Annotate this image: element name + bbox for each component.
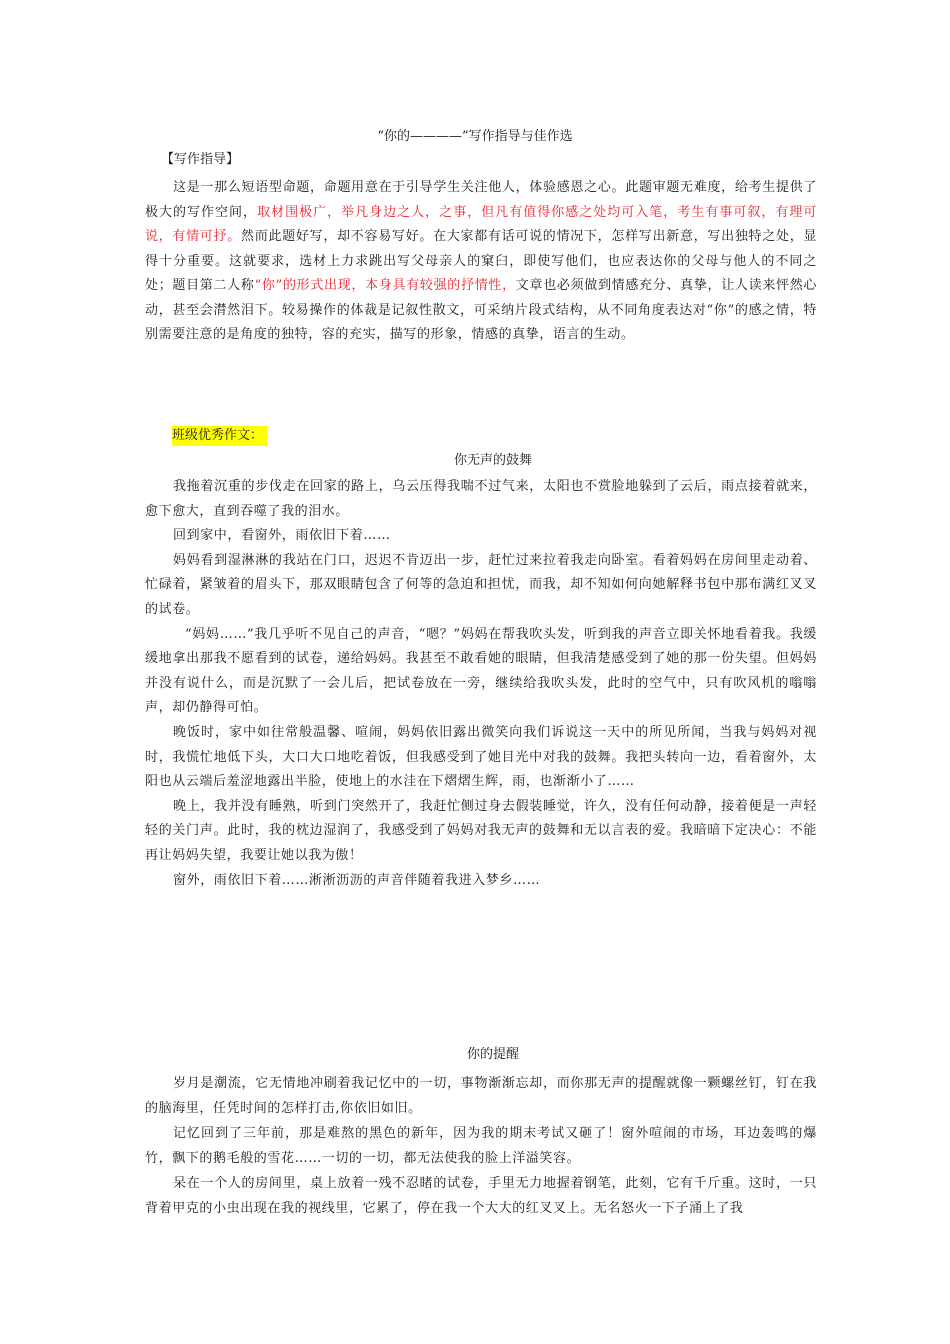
- essay-2-title: 你的提醒: [466, 1047, 519, 1062]
- writing-guide-body: [145, 176, 817, 348]
- document-title: “你的————”写作指导与佳作选: [377, 129, 573, 144]
- essay-1-title: 你无声的鼓舞: [453, 453, 532, 468]
- guide-emphasis-1: 取材围极广，举凡身边之人，之事，但凡有值得你感之处均可入笔，考生有事可叙，有理可说，有情可抒。: [145, 204, 817, 244]
- writing-guide-label: 【写作指导】: [161, 152, 240, 167]
- essay-2-body: [145, 1071, 817, 1221]
- guide-text-3: 然而此题好写，却不容易写好。在大家都有话可说的情况下，怎样写出新意，写出独特之处，显得十分重要。这就要求，选材上力求跳出写父母亲人的窠臼，即使写他们，也应表达你的父母与他人的不同之处；题目第二人称: [145, 229, 818, 293]
- essay-2-paragraph: 岁月是潮流，它无情地冲刷着我记忆中的一切，事物渐渐忘却，而你那无声的提醒就像一颗螺丝钉，钉在我的脑海里，任凭时间的怎样打击,你依旧如旧。: [145, 1076, 817, 1116]
- essay-1-body: [145, 475, 817, 893]
- essay-1-paragraph: 我拖着沉重的步伐走在回家的路上，乌云压得我喘不过气来，太阳也不赏脸地躲到了云后，雨点接着就来，愈下愈大，直到吞噬了我的泪水。: [145, 479, 817, 519]
- guide-text-5: 文章也必须做到情感充分、真挚，让人读来怦然心动，甚至会潸然泪下。较易操作的体裁是记叙性散文，可采纳片段式结构，从不同角度表达对“你”的感之情，特别需要注意的是角度的独特，容的充实，描写的形象，情感的真挚，语言的生动。: [145, 278, 818, 342]
- guide-emphasis-2: “你”的形式出现，本身具有较强的抒情性，: [254, 278, 516, 293]
- essay-1-paragraph: 晚饭时，家中如往常般温馨、喧闹，妈妈依旧露出微笑向我们诉说这一天中的所见所闻，当我与妈妈对视时，我慌忙地低下头，大口大口地吃着饭，但我感受到了她目光中对我的鼓舞。我把头转向一边，看着窗外，太阳也从云端后羞涩地露出半脸，使地上的水洼在下熠熠生辉，雨，也渐渐小了……: [145, 724, 817, 790]
- essay-2-paragraph: 记忆回到了三年前，那是难熬的黑色的新年，因为我的期末考试又砸了！窗外喧闹的市场，耳边轰鸣的爆竹，飘下的鹅毛般的雪花……一切的一切，都无法使我的脸上洋溢笑容。: [145, 1126, 817, 1166]
- guide-text-1: 这是一那么短语型命题，命题用意在于引导学生关注他人，体验感恩之心。此题审题无难度，给考生提供了极大的写作空间，: [145, 180, 817, 220]
- excellent-essays-label: 班级优秀作文：: [172, 426, 267, 446]
- essay-2-paragraph: 呆在一个人的房间里，桌上放着一残不忍睹的试卷，手里无力地握着钢笔，此刻，它有千斤重。这时，一只背着甲克的小虫出现在我的视线里，它累了，停在我一个大大的红叉叉上。无名怒火一下子涌上了我: [145, 1176, 817, 1216]
- essay-1-paragraph: 窗外，雨依旧下着……淅淅沥沥的声音伴随着我进入梦乡……: [173, 872, 541, 888]
- essay-1-paragraph: 晚上，我并没有睡熟，听到门突然开了，我赶忙侧过身去假装睡觉，许久，没有任何动静，接着便是一声轻轻的关门声。此时，我的枕边湿润了，我感受到了妈妈对我无声的鼓舞和无以言表的爱。我暗暗下定决心：不能再让妈妈失望，我要让她以我为傲！: [145, 798, 817, 863]
- essay-1-paragraph: 回到家中，看窗外，雨依旧下着……: [173, 528, 391, 544]
- essay-1-paragraph: 妈妈看到湿淋淋的我站在门口，迟迟不肯迈出一步，赶忙过来拉着我走向卧室。看着妈妈在房间里走动着、忙碌着，紧皱着的眉头下，那双眼睛包含了何等的急迫和担忧，而我，却不知如何向她解释书包中那布满红叉叉的试卷。: [145, 552, 817, 617]
- essay-1-paragraph: “妈妈……”我几乎听不见自己的声音，“嗯？”妈妈在帮我吹头发，听到我的声音立即关怀地看着我。我缓缓地拿出那我不愿看到的试卷，递给妈妈。我甚至不敢看她的眼睛，但我清楚感受到了她的那一份失望。但妈妈并没有说什么，而是沉默了一会儿后，把试卷放在一旁，继续给我吹头发，此时的空气中，只有吹风机的嗡嗡声，却仍静得可怕。: [145, 626, 817, 716]
- writing-guide-paragraph: [145, 176, 817, 348]
